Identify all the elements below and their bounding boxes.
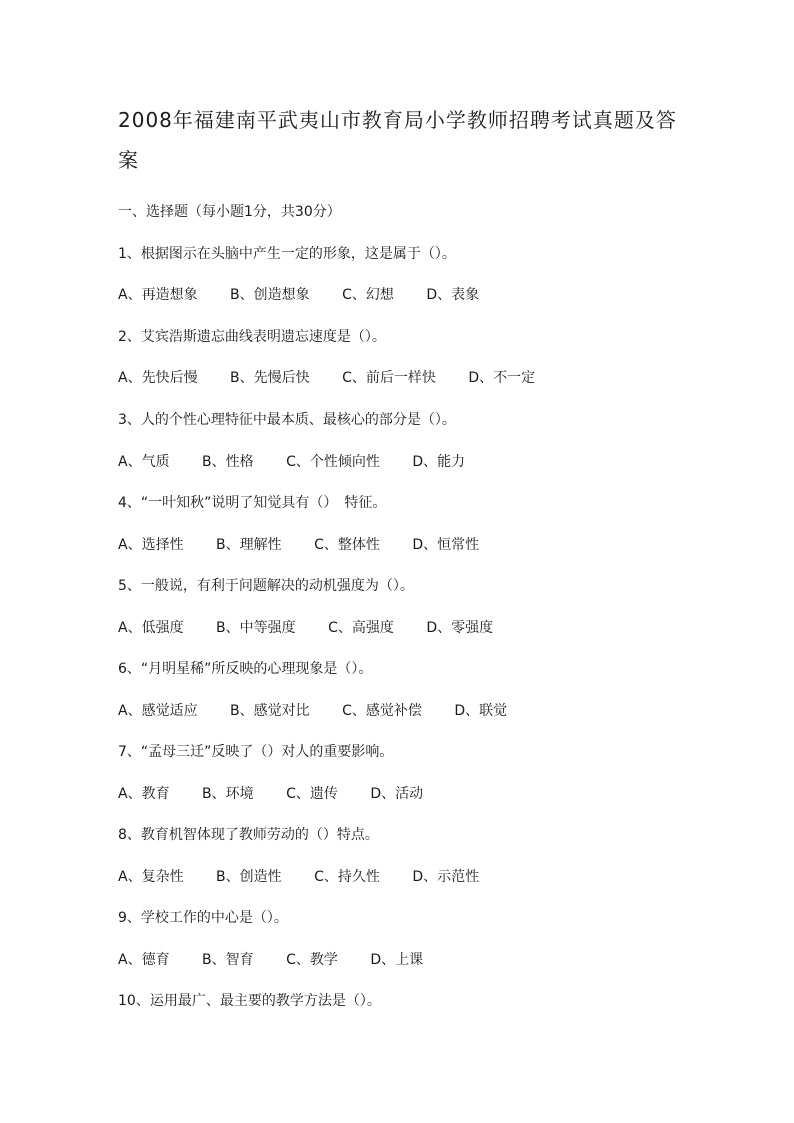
option-a: A、感觉适应 (118, 703, 198, 719)
option-d: D、示范性 (412, 869, 480, 885)
option-a: A、低强度 (118, 620, 184, 636)
option-d: D、零强度 (426, 620, 494, 636)
question-stem: 8、教育机智体现了教师劳动的（）特点。 (118, 827, 379, 843)
question-options (118, 535, 479, 555)
option-a: A、复杂性 (118, 869, 184, 885)
option-b: B、中等强度 (216, 620, 296, 636)
option-b: B、感觉对比 (230, 703, 310, 719)
option-a: A、再造想象 (118, 287, 198, 303)
option-c: C、高强度 (328, 620, 394, 636)
question-stem: 9、学校工作的中心是（）。 (118, 910, 288, 926)
option-d: D、能力 (412, 454, 466, 470)
option-c: C、遗传 (286, 786, 338, 802)
question-options (118, 285, 479, 305)
option-b: B、智育 (202, 952, 254, 968)
option-c: C、幻想 (342, 287, 394, 303)
option-d: D、不一定 (468, 370, 536, 386)
option-a: A、德育 (118, 952, 170, 968)
question-stem: 4、“一叶知秋”说明了知觉具有（） 特征。 (118, 495, 387, 511)
question-stem: 10、运用最广、最主要的教学方法是（）。 (118, 993, 381, 1009)
option-b: B、理解性 (216, 537, 282, 553)
question-options (118, 950, 423, 970)
option-d: D、上课 (370, 952, 424, 968)
option-d: D、表象 (426, 287, 480, 303)
document-title: 2008年福建南平武夷山市教育局小学教师招聘考试真题及答案 (118, 108, 677, 172)
option-a: A、先快后慢 (118, 370, 198, 386)
option-c: C、教学 (286, 952, 338, 968)
option-b: B、环境 (202, 786, 254, 802)
option-a: A、选择性 (118, 537, 184, 553)
question-options (118, 368, 535, 388)
option-b: B、先慢后快 (230, 370, 310, 386)
question-options (118, 452, 465, 472)
option-c: C、整体性 (314, 537, 380, 553)
option-a: A、气质 (118, 454, 170, 470)
question-stem: 7、“孟母三迁”反映了（）对人的重要影响。 (118, 744, 394, 760)
option-b: B、创造性 (216, 869, 282, 885)
question-stem: 3、人的个性心理特征中最本质、最核心的部分是（）。 (118, 412, 456, 428)
question-stem: 2、艾宾浩斯遗忘曲线表明遗忘速度是（）。 (118, 329, 386, 345)
question-stem: 1、根据图示在头脑中产生一定的形象，这是属于（）。 (118, 246, 456, 262)
option-d: D、联觉 (454, 703, 508, 719)
question-options (118, 701, 507, 721)
question-stem: 6、“月明星稀”所反映的心理现象是（）。 (118, 661, 373, 677)
option-b: B、性格 (202, 454, 254, 470)
question-options (118, 618, 493, 638)
question-options (118, 784, 423, 804)
question-options (118, 867, 479, 887)
option-c: C、前后一样快 (342, 370, 436, 386)
option-c: C、感觉补偿 (342, 703, 422, 719)
option-b: B、创造想象 (230, 287, 310, 303)
option-d: D、活动 (370, 786, 424, 802)
section-heading: 一、选择题（每小题1分，共30分） (118, 204, 341, 220)
option-c: C、持久性 (314, 869, 380, 885)
option-d: D、恒常性 (412, 537, 480, 553)
option-c: C、个性倾向性 (286, 454, 380, 470)
question-stem: 5、一般说，有利于问题解决的动机强度为（）。 (118, 578, 414, 594)
option-a: A、教育 (118, 786, 170, 802)
